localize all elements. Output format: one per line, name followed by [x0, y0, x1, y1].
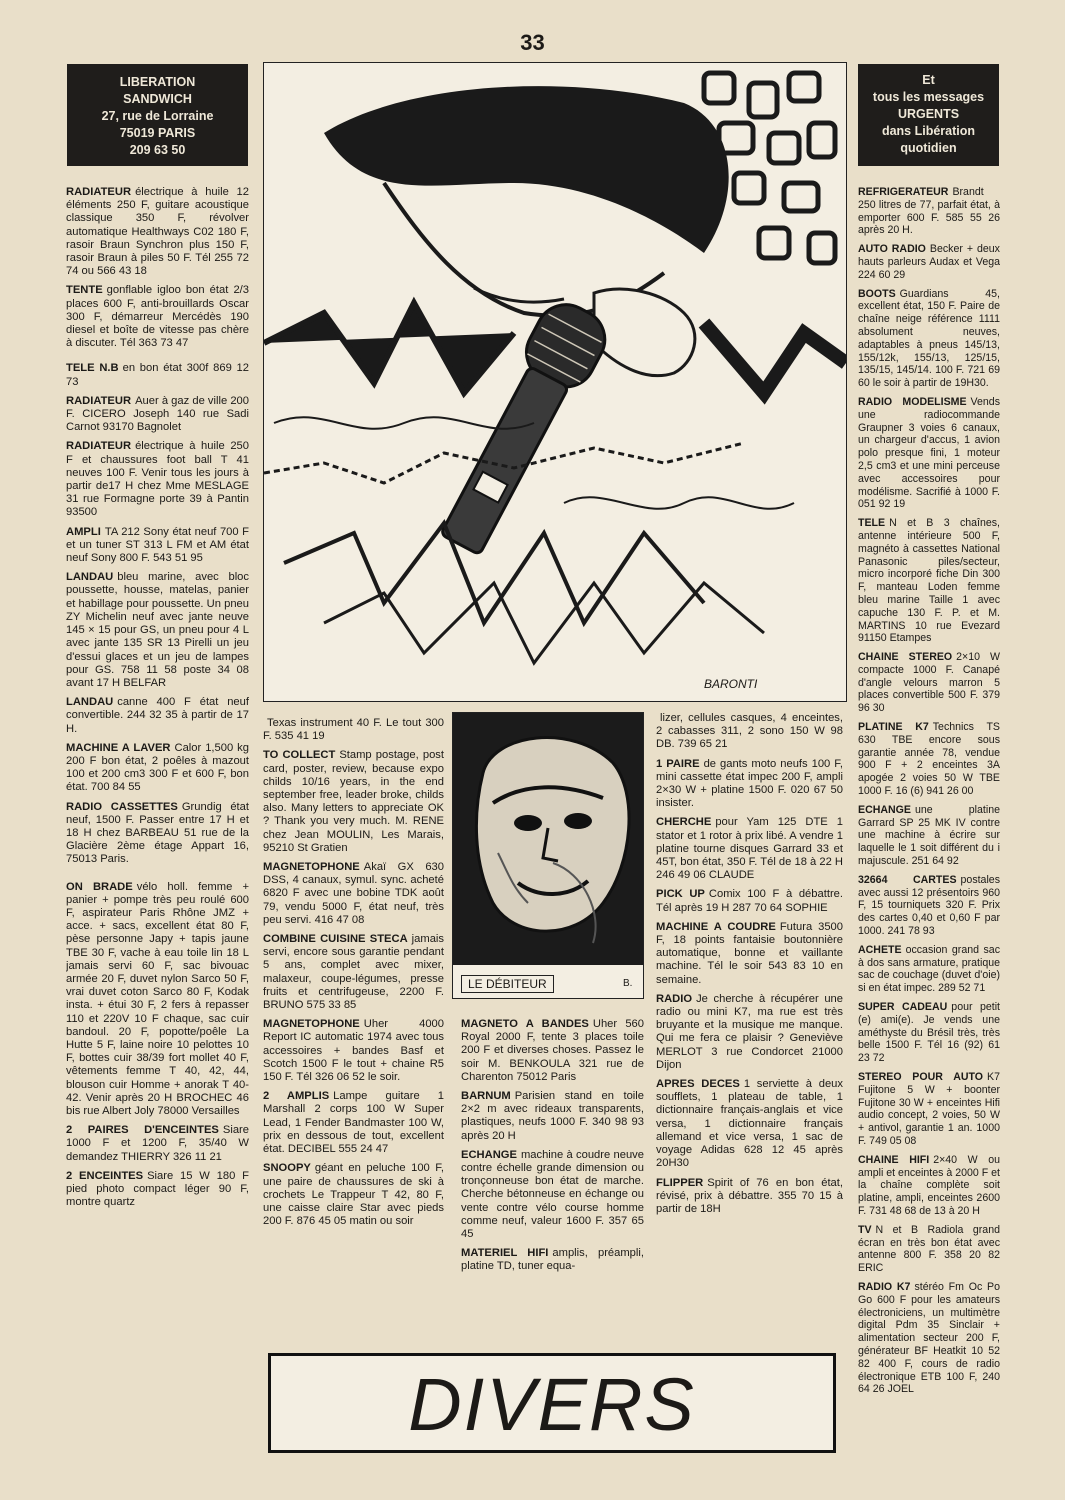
classified-ad	[461, 1018, 644, 1084]
ad-title: ON BRADE	[66, 880, 133, 893]
classified-ad	[66, 284, 249, 350]
ad-title: 2 AMPLIS	[263, 1090, 330, 1103]
ad-body: lizer, cellules casques, 4 enceintes, 2 cabasses 311, 2 sono 150 W 98 DB. 739 65 21	[656, 712, 843, 751]
classified-ad	[66, 440, 249, 519]
classified-ad	[66, 571, 249, 690]
classifieds-column-3	[461, 1018, 644, 1348]
classified-ad	[66, 1124, 249, 1164]
ad-body: N et B 3 chaînes, antenne intérieure 500 F, magnéto à cassettes National Panasonic piles/secteur, micro incorporé fiche Din 300 F, manteau Loden femme bleu marine Taille 1 avec capuche 130 F. P. et M. MARTINS 10 rue Evezard 91150 Etampes	[858, 517, 1000, 645]
ad-body: TA 212 Sony état neuf 700 F et un tuner ST 313 L FM et AM état neuf Sony 800 F. 543 51 95	[66, 525, 249, 565]
ad-title: MAGNETOPHONE	[263, 1018, 360, 1031]
ad-body: en bon état 300f 869 12 73	[66, 362, 249, 388]
ad-body: Uher 4000 Report IC automatic 1974 avec tous accessoires + bandes Basf et Scotch 1500 F le tout + chaine R5 150 F. Tél 326 06 52 le soir.	[263, 1018, 444, 1084]
ad-body: géant en peluche 100 F, une paire de chaussures de ski à crochets Le Trappeur T 42, 80 F, une caisse claire Star avec pieds 200 F. 876 45 05 matin ou soir	[263, 1162, 444, 1228]
classified-ad	[66, 526, 249, 566]
ad-title: TENTE	[66, 284, 103, 297]
page-number: 33	[520, 30, 545, 55]
classified-ad	[858, 804, 1000, 868]
ad-title: APRES DECES	[656, 1078, 740, 1091]
classified-ad	[656, 1078, 843, 1170]
publisher-address-box	[67, 64, 248, 166]
ad-body: 1 serviette à deux soufflets, 1 plateau de table, 1 dictionnaire français-anglais et vice versa, 1 dictionnaire français allemand et vice versa, 1 sac de voyage Adidas 628 12 45 après 20H30	[656, 1078, 843, 1170]
artist-signature: BARONTI	[704, 677, 758, 691]
ad-body: Brandt 250 litres de 77, parfait état, à emporter 600 F. 585 55 26 après 20 H.	[858, 186, 1000, 237]
ad-body: amplis, préampli, platine TD, tuner equa-	[461, 1247, 644, 1273]
classified-ad	[656, 1177, 843, 1217]
classified-ad	[263, 1018, 444, 1084]
ad-body: de gants moto neufs 100 F, mini cassette état impec 200 F, ampli 2×30 W + platine 1500 F. 020 67 50 insister.	[656, 757, 843, 810]
ad-title: RADIO	[656, 992, 693, 1005]
ad-title: SUPER CADEAU	[858, 1001, 948, 1014]
classified-ad	[858, 1224, 1000, 1275]
classified-ad	[858, 874, 1000, 938]
box-line: Et	[922, 73, 935, 87]
ad-body: Lampe guitare 1 Marshall 2 corps 100 W Super Lead, 1 Fender Bandmaster 100 W, prix en dessous de tout, excellent état. DECIBEL 555 24 47	[263, 1090, 444, 1156]
box-line: quotidien	[900, 141, 957, 155]
classified-ad	[66, 742, 249, 795]
ad-body: Comix 100 F à débattre. Tél après 19 H 287 70 64 SOPHIE	[656, 888, 843, 914]
ad-body: Je cherche à récupérer une radio ou mini K7, ma rue est très bruyante et la musique me manque. Qui me fera ce plaisir ? Geneviève MERLOT 3 rue Condorcet 21000 Dijon	[656, 992, 843, 1071]
ad-body: stéréo Fm Oc Po Go 600 F pour les amateurs électroniciens, un multimètre digital Pdm 35 Sinclair + alimentation secteur 200 F, générateur BF Heatkit 10 52 82 400 F, cours de radio électronique ETB 100 F, 240 64 26 JOEL	[858, 1280, 1000, 1396]
ad-title: AMPLI	[66, 525, 101, 538]
ad-body: vélo holl. femme + panier + pompe très peu roulé 600 F, aspirateur Paris Rhône JMZ + acce. + sacs, excellent état 80 F, pèse personne Japy + tapis jaune TBE 30 F, vache à eau toile lin 18 L jamais servi 60 F, sac bivouac armée 20 F, duvet nylon Sarco 50 F, vrai duvet coton Sarco 80 F, Kodak insta. + étui 30 F, 2 fers à repasser 110 et 220V 10 F chaque, sac cuir bandoul. 20 F, popotte/poêle La Hutte 5 F, laine noire 10 pelottes 10 F, bottes cuir 38/39 fort mollet 40 F, vêtements femme T 40, 42, 44, blouson cuir Homme + anorak T 40-42. Venir après 20 H BROCHEC 46 bis rue Albert Joly 78000 Versailles	[66, 880, 249, 1117]
classified-ad	[461, 1090, 644, 1143]
ad-body: Siare 1000 F et 1200 F, 35/40 W demandez THIERRY 326 11 21	[66, 1124, 249, 1163]
ad-title: MACHINE A COUDRE	[656, 920, 776, 933]
ad-title: PLATINE K7	[858, 721, 929, 734]
ad-body: 2×40 W ou ampli et enceintes à 2000 F et la chaîne complète soit platine, ampli, enceintes 2600 F. 731 48 68 de 13 à 20 H	[858, 1153, 1000, 1217]
illustration-initial: B.	[623, 978, 633, 989]
classified-ad	[656, 712, 843, 752]
classified-ad	[461, 1149, 644, 1241]
ad-title: 2 PAIRES D'ENCEINTES	[66, 1124, 219, 1137]
classified-ad	[461, 1247, 644, 1273]
classified-ad	[858, 1001, 1000, 1065]
ad-title: RADIATEUR	[66, 440, 132, 453]
main-illustration	[263, 62, 847, 702]
classified-ad	[858, 944, 1000, 995]
classified-ad	[656, 993, 843, 1072]
microphone-singer-drawing	[264, 63, 846, 701]
box-line: SANDWICH	[123, 92, 192, 106]
ad-title: LANDAU	[66, 571, 114, 584]
ad-body: bleu marine, avec bloc poussette, housse, matelas, panier et habillage pour poussette. Un pneu ZY Michelin neuf avec jante neuve 145 × 15 pour GS, un pneu pour 4 L avec jante 135 SR 13 Pirelli un jeu d'essui glaces et un jeu de lampes pour GS. 758 11 58 poste 34 08 avant 17 H BELFAR	[66, 571, 249, 689]
box-line: 75019 PARIS	[119, 126, 196, 140]
classified-ad	[656, 816, 843, 882]
ad-body: Vends une radiocommande Graupner 3 voies 6 canaux, un chargeur d'accus, 1 avion polo presque fini, 1 moteur 2,5 cm3 et une mini perceuse avec accessoires pour modélisme. Sacrifié à 1000 F. 051 92 19	[858, 395, 1000, 511]
classified-ad	[858, 1281, 1000, 1396]
classified-ad	[858, 517, 1000, 645]
classified-ad	[263, 717, 444, 743]
classified-ad	[66, 186, 249, 278]
classified-ad	[656, 921, 843, 987]
ad-title: TELE	[858, 517, 886, 530]
ad-title: MATERIEL HIFI	[461, 1247, 549, 1260]
ad-title: RADIO CASSETTES	[66, 800, 178, 813]
classified-ad	[858, 1154, 1000, 1218]
ad-title: BARNUM	[461, 1090, 511, 1103]
ad-body: pour petit (e) ami(e). Je vends une améthyste du Brésil très, très belle 1500 F. Tél 16 (92) 61 23 72	[858, 1001, 1000, 1065]
classified-ad	[66, 881, 249, 1119]
ad-body: 2×10 W compacte 1000 F. Canapé d'angle velours marron 5 places convertible 500 F. 379 96 30	[858, 651, 1000, 715]
classifieds-column-2	[263, 717, 444, 1337]
classified-ad	[66, 801, 249, 867]
box-line: LIBERATION	[119, 75, 196, 89]
ad-title: TO COLLECT	[263, 749, 336, 762]
ad-title: RADIATEUR	[66, 186, 132, 198]
ad-body: Akaï GX 630 DSS, 4 canaux, symul. sync. acheté 6820 F avec une bobine TDK août 79, vendu 5000 F, état neuf, très peu servi. 416 47 08	[263, 861, 444, 926]
ad-body: N et B Radiola grand écran en très bon état avec antenne 800 F. 358 20 82 ERIC	[858, 1223, 1000, 1275]
ad-body: K7 Fujitone 5 W + boonter Fujitone 30 W + enceintes Hifi audio concept, 2 voies, 50 W + antivol, garantie 1 an. 1000 F. 749 05 08	[858, 1071, 1000, 1147]
ad-body: Technics TS 630 TBE encore sous garantie année 78, vendue 900 F + 2 enceintes 3A apogée 2 voies 50 W TBE 1000 F. 16 (6) 941 26 00	[858, 721, 1000, 798]
classified-ad	[858, 243, 1000, 281]
classified-ad	[656, 758, 843, 811]
box-line: dans Libération	[881, 124, 976, 138]
ad-body: Guardians 45, excellent état, 150 F. Paire de chaîne neige référence 1111 absolument neuves, adaptables à pneus 145/13, 155/12k, 155/13, 125/15, 135/15, 145/14. 100 F. 721 69 60 le soir à partir de 19H30.	[858, 287, 1000, 390]
ad-body: Futura 3500 F, 18 points fantaisie boutonnière automatique, bonne et vaillante machine. Tél le soir 543 83 10 en semaine.	[656, 920, 843, 986]
divers-section-banner: DIVERS	[268, 1353, 836, 1453]
ad-title: ACHETE	[858, 943, 902, 956]
ad-body: canne 400 F état neuf convertible. 244 32 35 à partir de 17 H.	[66, 696, 249, 735]
ad-title: TV	[858, 1223, 872, 1236]
ad-body: Siare 15 W 180 F pied photo compact léger 90 F, montre quartz	[66, 1169, 249, 1209]
ad-title: RADIATEUR	[66, 394, 132, 407]
classifieds-column-4	[656, 712, 843, 1342]
classified-ad	[263, 1162, 444, 1228]
box-line: 209 63 50	[129, 143, 186, 157]
ad-body: pour Yam 125 DTE 1 stator et 1 rotor à prix libé. A vendre 1 platine tourne disques Garrard 33 et 45T, bon état, 350 F. Tél de 18 à 22 H 246 49 06 CLAUDE	[656, 816, 843, 882]
ad-title: MAGNETO A BANDES	[461, 1018, 589, 1030]
box-line: 27, rue de Lorraine	[101, 109, 214, 123]
ad-body: occasion grand sac à dos sans armature, pratique sac de couchage (duvet d'oie) si en état impec. 289 52 71	[858, 943, 1000, 995]
ad-body: Uher 560 Royal 2000 F, tente 3 places toile 200 F et diverses choses. Passez le soir M. BENKOULA 321 rue de Charenton 75012 Paris	[461, 1018, 644, 1083]
classified-ad	[858, 721, 1000, 798]
urgent-messages-box	[858, 64, 999, 166]
ad-body: Texas instrument 40 F. Le tout 300 F. 535 41 19	[263, 717, 444, 743]
classified-ad	[66, 362, 249, 388]
ad-body: jamais servi, encore sous garantie pendant 5 ans, complet avec mixer, malaxeur, coupe-légumes, presse fruits et centrifugeuse, 2200 F. BRUNO 575 33 85	[263, 933, 444, 1012]
ad-body: Stamp postage, post card, poster, review, because expo childs 10/16 years, in the end september free, leader broke, childs also. Many letters to appreciate OK ? Thank you very much. M. RENE chez Jean MOULIN, Les Marais, 95210 St Gratien	[263, 749, 444, 854]
ad-body: postales avec aussi 12 présentoirs 960 F, 15 tourniquets 320 F. Prix des cartes 0,40 et 0,60 F par 1000. 241 78 93	[858, 873, 1000, 938]
ad-title: AUTO RADIO	[858, 243, 926, 256]
ad-body: Parisien stand en toile 2×2 m avec rideaux transparents, plastiques, neufs 1000 F. 340 98 93 après 20 H	[461, 1090, 644, 1142]
ad-body: Grundig état neuf, 1500 F. Passer entre 17 H et 18 H chez BARBEAU 51 rue de la Glacière 2ème étage Appart 16, 75013 Paris.	[66, 800, 249, 866]
ad-title: SNOOPY	[263, 1162, 311, 1175]
ad-body: Spirit of 76 en bon état, révisé, prix à débattre. 355 70 15 à partir de 18H	[656, 1176, 843, 1215]
ad-body: électrique à huile 12 éléments 250 F, guitare acoustique classique 350 F, révolver automatique Healthways C02 180 F, rasoir Braun Synchron plus 150 F, rasoir Braun à piles 50 F. Tél 255 72 74 ou 566 43 18	[66, 186, 249, 278]
ad-title: BOOTS	[858, 287, 896, 300]
ad-title: ECHANGE	[858, 803, 911, 816]
classified-ad	[656, 888, 843, 914]
ad-body: gonflable igloo bon état 2/3 places 600 F, anti-brouillards Oscar 300 F, démarreur Mercédès 190 diesel et boîte de vitesse pas chère à discuter. Tél 363 73 47	[66, 284, 249, 350]
ad-body: électrique à huile 250 F et chaussures foot ball T 41 neuves 100 F. Venir tous les jours à partir de17 H chez Mme MESLAGE 31 rue Formagne porte 39 à Pantin 93500	[66, 440, 249, 519]
classified-ad	[66, 1170, 249, 1210]
box-line: tous les messages	[872, 90, 985, 104]
classified-ad	[263, 749, 444, 855]
debtor-face-drawing	[453, 713, 643, 998]
classified-ad	[263, 861, 444, 927]
classifieds-column-1	[66, 186, 249, 1466]
ad-title: CHAINE HIFI	[858, 1153, 930, 1166]
classified-ad	[858, 288, 1000, 390]
classified-ad	[66, 696, 249, 736]
classified-ad	[66, 395, 249, 435]
ad-title: ECHANGE	[461, 1148, 517, 1161]
classified-ad	[858, 651, 1000, 715]
classified-ad	[858, 1071, 1000, 1148]
ad-body: une platine Garrard SP 25 MK IV contre une machine à écrire sur laquelle le 1 soit différent du i majuscule. 251 64 92	[858, 803, 1000, 868]
ad-title: REFRIGERATEUR	[858, 186, 949, 198]
ad-title: CHAINE STEREO	[858, 651, 953, 664]
ad-title: COMBINE CUISINE STECA	[263, 933, 408, 946]
ad-body: Calor 1,500 kg 200 F bon état, 2 poêles à mazout 100 et 200 cm3 300 F et 600 F, bon état. 700 84 55	[66, 741, 249, 794]
ad-title: 32664 CARTES	[858, 873, 957, 886]
ad-title: LANDAU	[66, 696, 114, 709]
ad-body: machine à coudre neuve contre échelle grande dimension ou tronçonneuse bon état de marche. Cherche bétonneuse en échange ou vente contre vélo course homme comme neuf, valeur 1600 F. 357 65 45	[461, 1148, 644, 1241]
classified-ad	[858, 186, 1000, 237]
ad-title: PICK UP	[656, 888, 705, 901]
illustration-caption: LE DÉBITEUR	[461, 975, 554, 993]
ad-title: MAGNETOPHONE	[263, 861, 360, 874]
classified-ad	[858, 396, 1000, 511]
ad-title: RADIO MODELISME	[858, 395, 967, 408]
box-line: URGENTS	[897, 107, 960, 121]
ad-title: RADIO K7	[858, 1280, 911, 1293]
ad-title: 2 ENCEINTES	[66, 1169, 144, 1182]
debtor-illustration	[452, 712, 644, 999]
classifieds-column-5	[858, 186, 1000, 1466]
ad-title: 1 PAIRE	[656, 757, 700, 770]
ad-title: CHERCHE	[656, 816, 712, 829]
classified-ad	[263, 933, 444, 1012]
classified-ad	[263, 1090, 444, 1156]
ad-title: FLIPPER	[656, 1176, 704, 1189]
ad-body: Becker + deux hauts parleurs Audax et Vega 224 60 29	[858, 243, 1000, 281]
ad-title: TELE N.B	[66, 362, 119, 375]
ad-body: Auer à gaz de ville 200 F. CICERO Joseph 140 rue Sadi Carnot 93170 Bagnolet	[66, 394, 249, 434]
ad-title: STEREO POUR AUTO	[858, 1071, 984, 1083]
ad-title: MACHINE A LAVER	[66, 741, 171, 754]
